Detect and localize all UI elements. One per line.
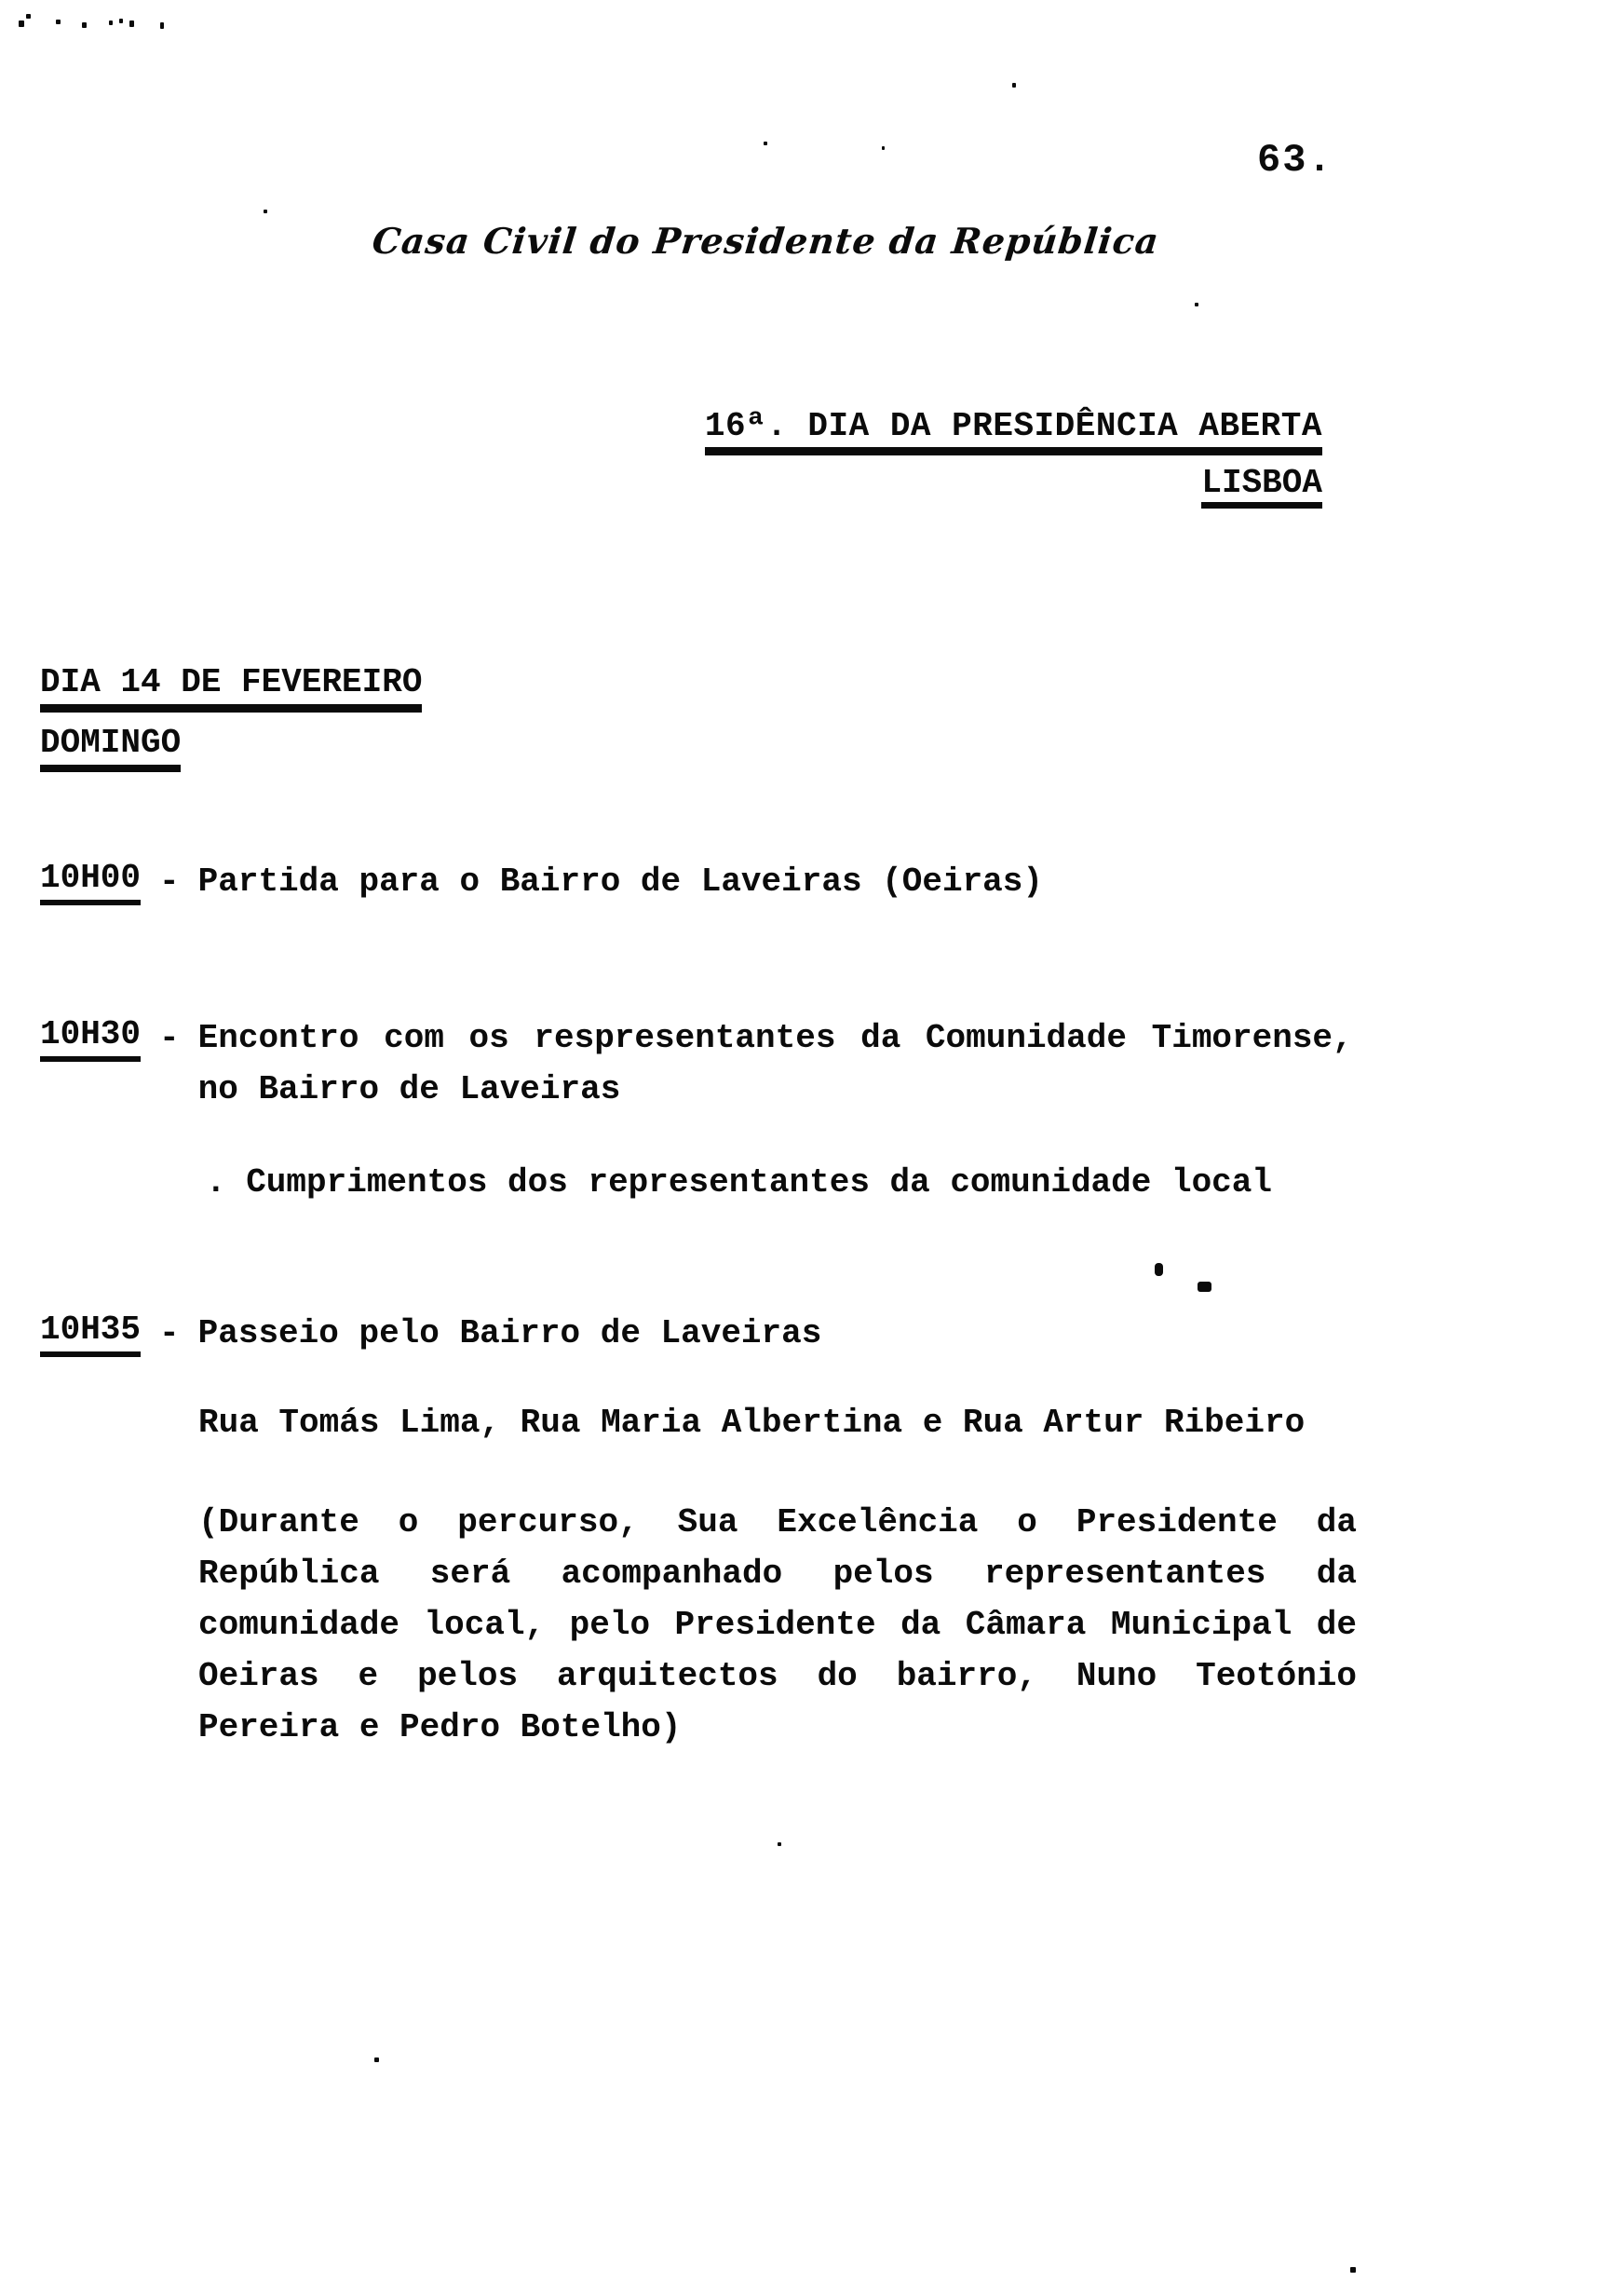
streets-line: Rua Tomás Lima, Rua Maria Albertina e Rua Artur Ribeiro [198,1404,1306,1442]
schedule-entry-10h30 [40,1015,1353,1109]
schedule-entry-10h35 [40,1310,1353,1357]
ink-speck [56,20,61,24]
entry-line: Partida para o Bairro de Laveiras (Oeiras) [197,862,1043,901]
ink-speck [82,22,87,28]
ink-speck [882,146,885,150]
document-title [704,407,1322,509]
entry-dash: - [159,1019,180,1057]
note-line: (Durante o percurso, Sua Excelência o Presidente da [198,1503,1357,1541]
note-paragraph [198,1503,1357,1747]
day-heading: DOMINGO [40,727,181,772]
ink-speck [778,1842,781,1846]
title-line-2: LISBOA [1201,469,1322,509]
entry-line: no Bairro de Laveiras [197,1070,621,1108]
ink-speck [764,142,767,145]
note-line: República será acompanhado pelos representantes da [198,1555,1357,1593]
date-heading: DIA 14 DE FEVEREIRO [40,667,422,713]
entry-subitem: . Cumprimentos dos representantes da comunidade local [206,1163,1272,1202]
date-heading-block [40,663,422,772]
entry-dash: - [159,862,180,901]
title-line-1: 16ª. DIA DA PRESIDÊNCIA ABERTA [705,412,1322,455]
entry-time: 10H00 [40,862,141,905]
ink-speck [1350,2267,1356,2273]
entry-line: Encontro com os respresentantes da Comunidade Timorense, [197,1019,1353,1057]
entry-text [198,1314,1353,1353]
ink-speck [109,20,113,25]
ink-speck [374,2057,379,2062]
ink-speck [1195,303,1198,306]
schedule-entry-10h00 [40,859,1353,905]
entry-text [198,1019,1353,1109]
ink-speck [129,20,134,27]
note-line: comunidade local, pelo Presidente da Câmara Municipal de [198,1606,1357,1644]
entry-time: 10H35 [40,1314,141,1357]
entry-line: Passeio pelo Bairro de Laveiras [197,1314,822,1352]
ink-speck [19,20,24,27]
ink-speck [119,19,123,23]
note-line: Oeiras e pelos arquitectos do bairro, Nuno Teotónio [198,1657,1357,1695]
entry-text [198,862,1353,902]
ink-speck [1155,1263,1163,1276]
note-line: Pereira e Pedro Botelho) [198,1708,682,1746]
ink-speck [264,210,267,213]
ink-speck [1012,83,1016,88]
entry-dash: - [159,1314,180,1352]
ink-speck [160,22,164,29]
letterhead-script: Casa Civil do Presidente da República [370,220,1162,262]
page-number: 63. [1257,138,1333,183]
entry-time: 10H30 [40,1019,141,1062]
ink-speck [26,14,31,19]
ink-speck [1198,1282,1211,1292]
